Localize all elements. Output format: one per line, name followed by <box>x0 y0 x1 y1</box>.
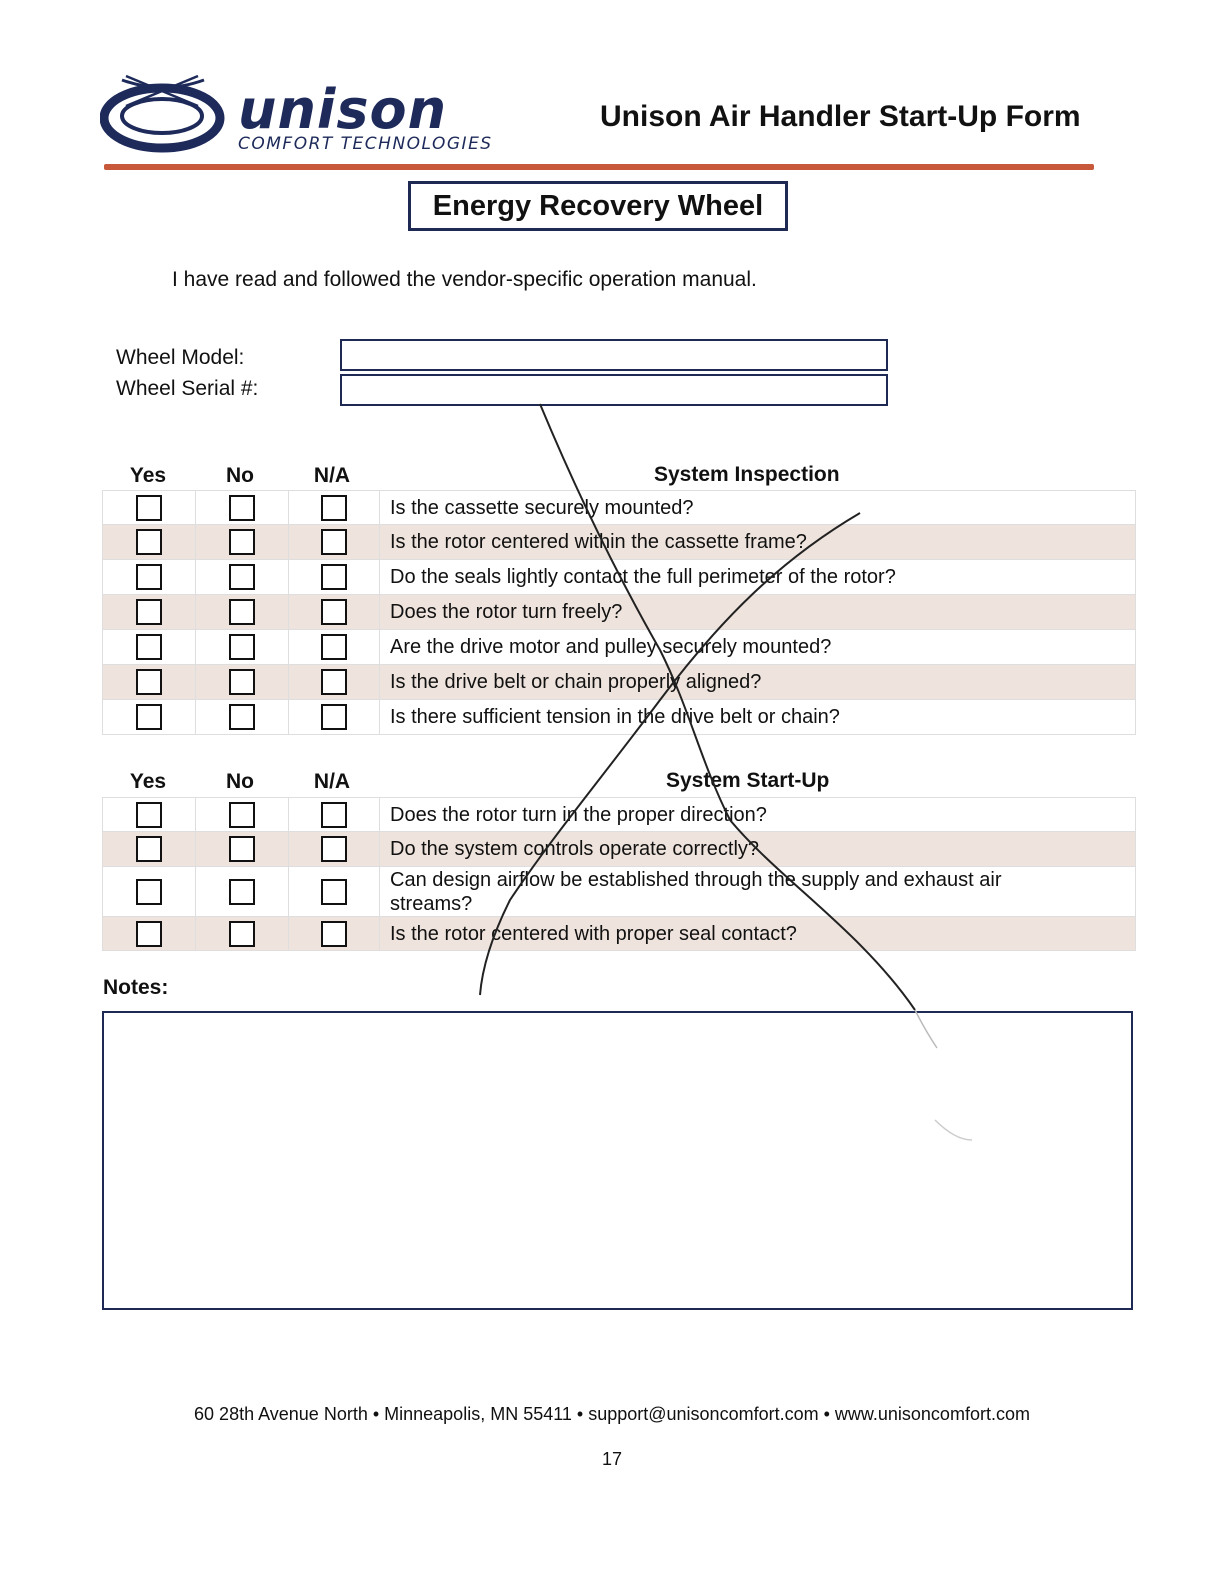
yes-cell <box>103 630 196 664</box>
na-cell <box>289 700 380 734</box>
yes-checkbox[interactable] <box>136 529 162 555</box>
no-checkbox[interactable] <box>229 921 255 947</box>
manual-statement: I have read and followed the vendor-specific operation manual. <box>172 268 757 291</box>
table-row <box>103 832 1135 867</box>
no-cell <box>196 491 289 524</box>
company-logo <box>100 72 540 162</box>
yes-cell <box>103 798 196 831</box>
table-row <box>103 917 1135 950</box>
no-checkbox[interactable] <box>229 879 255 905</box>
yes-cell <box>103 491 196 524</box>
na-cell <box>289 491 380 524</box>
table-row <box>103 560 1135 595</box>
startup-title: System Start-Up <box>666 769 830 792</box>
na-cell <box>289 832 380 866</box>
no-checkbox[interactable] <box>229 495 255 521</box>
yes-checkbox[interactable] <box>136 495 162 521</box>
na-cell <box>289 665 380 699</box>
question-text: Are the drive motor and pulley securely mounted? <box>390 636 832 658</box>
form-title: Unison Air Handler Start-Up Form <box>600 100 1081 133</box>
logo-wordmark: unison <box>238 78 448 141</box>
yes-cell <box>103 665 196 699</box>
no-checkbox[interactable] <box>229 802 255 828</box>
yes-checkbox[interactable] <box>136 564 162 590</box>
logo-subtitle: COMFORT TECHNOLOGIES <box>238 134 493 154</box>
notes-label: Notes: <box>103 976 169 999</box>
no-cell <box>196 832 289 866</box>
question-text: Does the rotor turn freely? <box>390 601 623 623</box>
question-text: Is the rotor centered within the cassette frame? <box>390 531 807 553</box>
header-divider <box>104 164 1094 170</box>
yes-cell <box>103 917 196 950</box>
no-cell <box>196 595 289 629</box>
no-cell <box>196 798 289 831</box>
na-checkbox[interactable] <box>321 634 347 660</box>
table-row <box>103 595 1135 630</box>
wheel-model-label: Wheel Model: <box>116 346 245 369</box>
yes-checkbox[interactable] <box>136 802 162 828</box>
no-cell <box>196 867 289 916</box>
na-checkbox[interactable] <box>321 802 347 828</box>
logo-ring-icon <box>100 72 230 158</box>
no-checkbox[interactable] <box>229 599 255 625</box>
yes-checkbox[interactable] <box>136 669 162 695</box>
wheel-model-input[interactable] <box>340 339 888 371</box>
no-checkbox[interactable] <box>229 836 255 862</box>
yes-checkbox[interactable] <box>136 921 162 947</box>
na-column-header: N/A <box>313 770 351 793</box>
yes-checkbox[interactable] <box>136 836 162 862</box>
yes-column-header: Yes <box>129 770 167 793</box>
na-column-header: N/A <box>313 464 351 487</box>
no-checkbox[interactable] <box>229 529 255 555</box>
na-cell <box>289 595 380 629</box>
startup-table <box>102 797 1136 951</box>
yes-cell <box>103 595 196 629</box>
page-number: 17 <box>601 1449 623 1469</box>
wheel-serial-label: Wheel Serial #: <box>116 377 259 400</box>
na-cell <box>289 917 380 950</box>
footer-contact: 60 28th Avenue North • Minneapolis, MN 55411 • support@unisoncomfort.com • www.unisoncomfort.com <box>194 1404 1030 1424</box>
na-cell <box>289 630 380 664</box>
table-row <box>103 700 1135 734</box>
yes-checkbox[interactable] <box>136 879 162 905</box>
na-cell <box>289 798 380 831</box>
no-checkbox[interactable] <box>229 634 255 660</box>
question-text: Do the system controls operate correctly? <box>390 838 760 860</box>
question-text: Is the rotor centered with proper seal contact? <box>390 922 797 945</box>
no-checkbox[interactable] <box>229 669 255 695</box>
na-checkbox[interactable] <box>321 564 347 590</box>
na-cell <box>289 867 380 916</box>
inspection-title: System Inspection <box>654 463 840 486</box>
no-column-header: No <box>226 464 254 487</box>
table-row <box>103 525 1135 560</box>
no-column-header: No <box>226 770 254 793</box>
no-cell <box>196 525 289 559</box>
na-checkbox[interactable] <box>321 669 347 695</box>
inspection-table <box>102 490 1136 735</box>
na-checkbox[interactable] <box>321 599 347 625</box>
yes-checkbox[interactable] <box>136 634 162 660</box>
no-cell <box>196 917 289 950</box>
no-checkbox[interactable] <box>229 704 255 730</box>
table-row <box>103 630 1135 665</box>
question-text: Do the seals lightly contact the full perimeter of the rotor? <box>390 566 896 588</box>
table-row <box>103 867 1135 917</box>
na-cell <box>289 560 380 594</box>
no-cell <box>196 560 289 594</box>
table-row <box>103 665 1135 700</box>
notes-textarea[interactable] <box>102 1011 1133 1310</box>
no-cell <box>196 630 289 664</box>
wheel-serial-input[interactable] <box>340 374 888 406</box>
question-text: Is the drive belt or chain properly aligned? <box>390 671 762 693</box>
na-checkbox[interactable] <box>321 879 347 905</box>
yes-cell <box>103 832 196 866</box>
na-checkbox[interactable] <box>321 495 347 521</box>
yes-column-header: Yes <box>129 464 167 487</box>
na-cell <box>289 525 380 559</box>
question-text: Does the rotor turn in the proper direction? <box>390 803 767 826</box>
yes-checkbox[interactable] <box>136 599 162 625</box>
no-cell <box>196 700 289 734</box>
yes-cell <box>103 525 196 559</box>
na-checkbox[interactable] <box>321 529 347 555</box>
question-text: Can design airflow be established through the supply and exhaust air streams? <box>390 868 1002 915</box>
table-row <box>103 491 1135 525</box>
na-checkbox[interactable] <box>321 836 347 862</box>
table-row <box>103 798 1135 832</box>
no-checkbox[interactable] <box>229 564 255 590</box>
na-checkbox[interactable] <box>321 921 347 947</box>
question-text: Is there sufficient tension in the drive belt or chain? <box>390 706 840 728</box>
yes-cell <box>103 700 196 734</box>
yes-checkbox[interactable] <box>136 704 162 730</box>
yes-cell <box>103 867 196 916</box>
na-checkbox[interactable] <box>321 704 347 730</box>
section-title: Energy Recovery Wheel <box>408 181 788 231</box>
yes-cell <box>103 560 196 594</box>
question-text: Is the cassette securely mounted? <box>390 496 694 519</box>
no-cell <box>196 665 289 699</box>
